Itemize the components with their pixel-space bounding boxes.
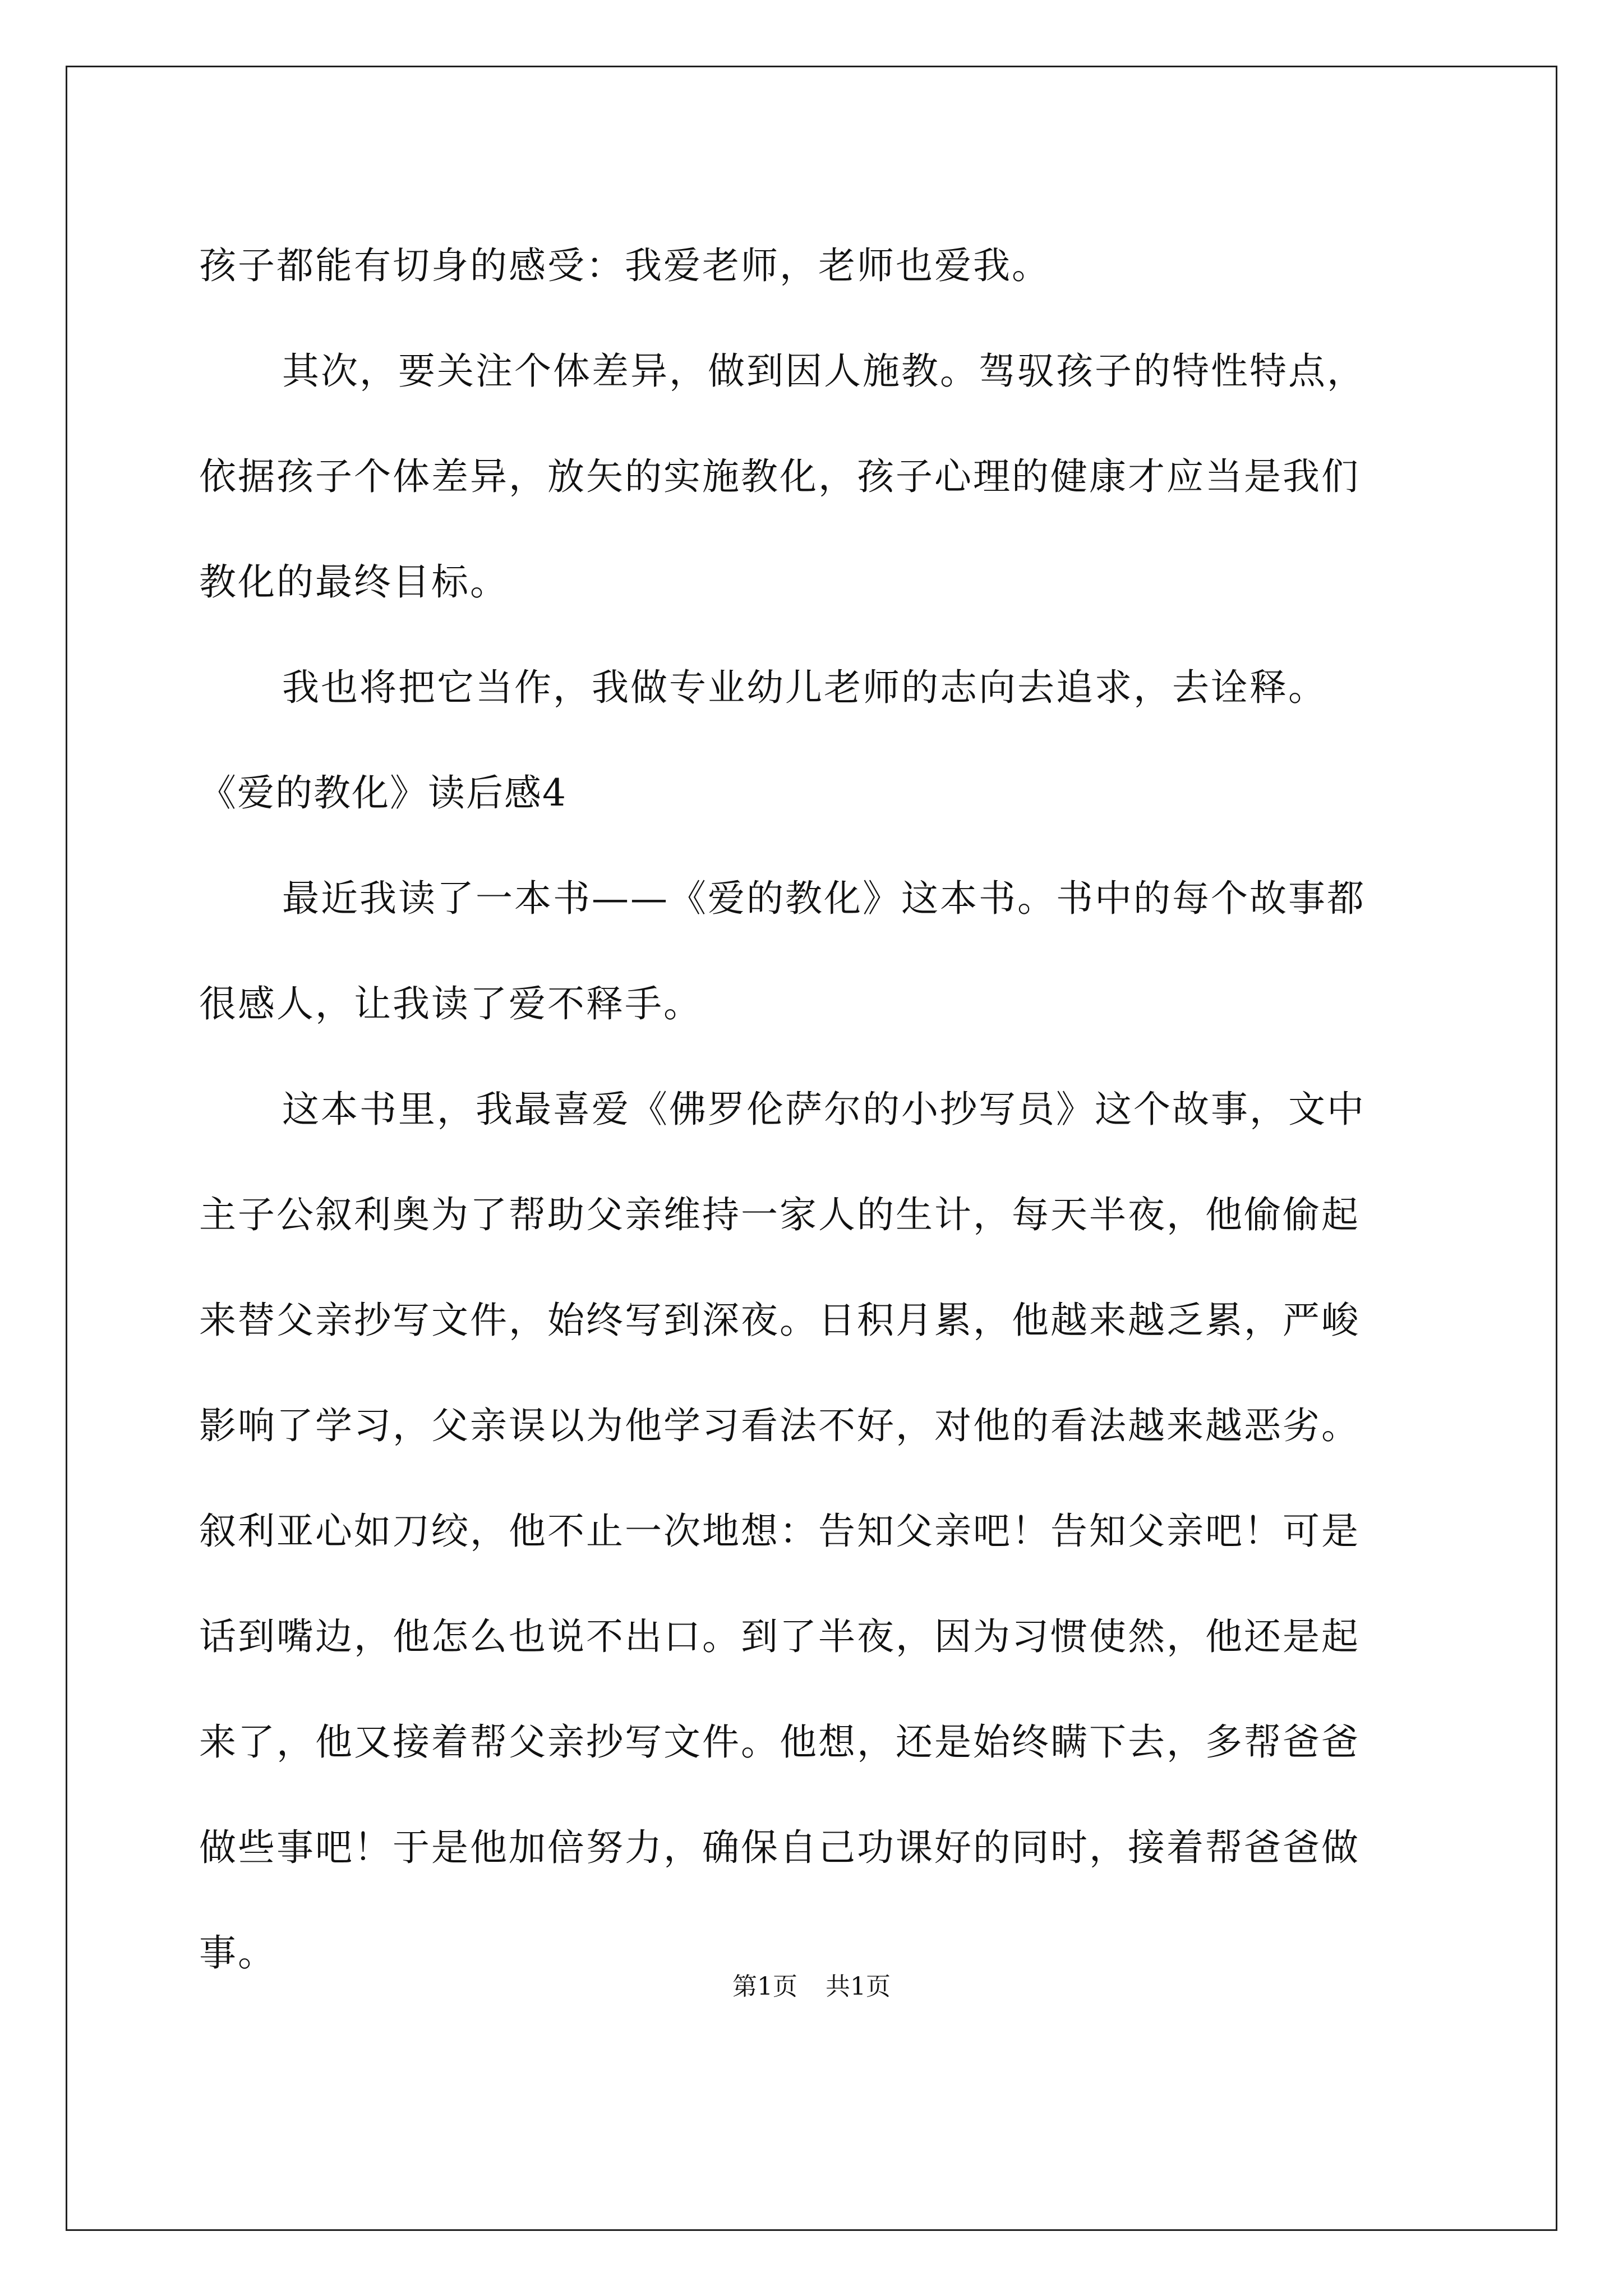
text-line: 最近我读了一本书——《爱的教化》这本书。书中的每个故事都 [282, 877, 1366, 920]
text-line: 这本书里，我最喜爱《佛罗伦萨尔的小抄写员》这个故事，文中 [282, 1088, 1366, 1131]
text-line: 做些事吧！于是他加倍努力，确保自己功课好的同时，接着帮爸爸做 [199, 1826, 1360, 1869]
text-line: 很感人，让我读了爱不释手。 [199, 982, 702, 1025]
text-line: 我也将把它当作，我做专业幼儿老师的志向去追求，去诠释。 [282, 666, 1327, 709]
page-total: 共1页 [826, 1972, 891, 2001]
text-line: 依据孩子个体差异，放矢的实施教化，孩子心理的健康才应当是我们 [199, 455, 1360, 498]
page-footer [0, 1966, 1623, 2002]
text-line: 来替父亲抄写文件，始终写到深夜。日积月累，他越来越乏累，严峻 [199, 1299, 1360, 1342]
text-line: 影响了学习，父亲误以为他学习看法不好，对他的看法越来越恶劣。 [199, 1404, 1360, 1447]
text-line: 叙利亚心如刀绞，他不止一次地想：告知父亲吧！告知父亲吧！可是 [199, 1510, 1360, 1553]
document-body [199, 213, 1433, 2006]
text-line: 教化的最终目标。 [199, 560, 509, 604]
text-line: 事。 [199, 1931, 276, 1975]
text-line: 主子公叙利奥为了帮助父亲维持一家人的生计，每天半夜，他偷偷起 [199, 1193, 1360, 1236]
text-line: 来了，他又接着帮父亲抄写文件。他想，还是始终瞒下去，多帮爸爸 [199, 1720, 1360, 1764]
text-line: 话到嘴边，他怎么也说不出口。到了半夜，因为习惯使然，他还是起 [199, 1615, 1360, 1658]
text-line: 孩子都能有切身的感受：我爱老师，老师也爱我。 [199, 244, 1050, 287]
section-title: 《爱的教化》读后感4 [199, 771, 567, 815]
page-number: 第1页 [732, 1972, 797, 2001]
text-line: 其次，要关注个体差异，做到因人施教。驾驭孩子的特性特点， [282, 349, 1366, 393]
